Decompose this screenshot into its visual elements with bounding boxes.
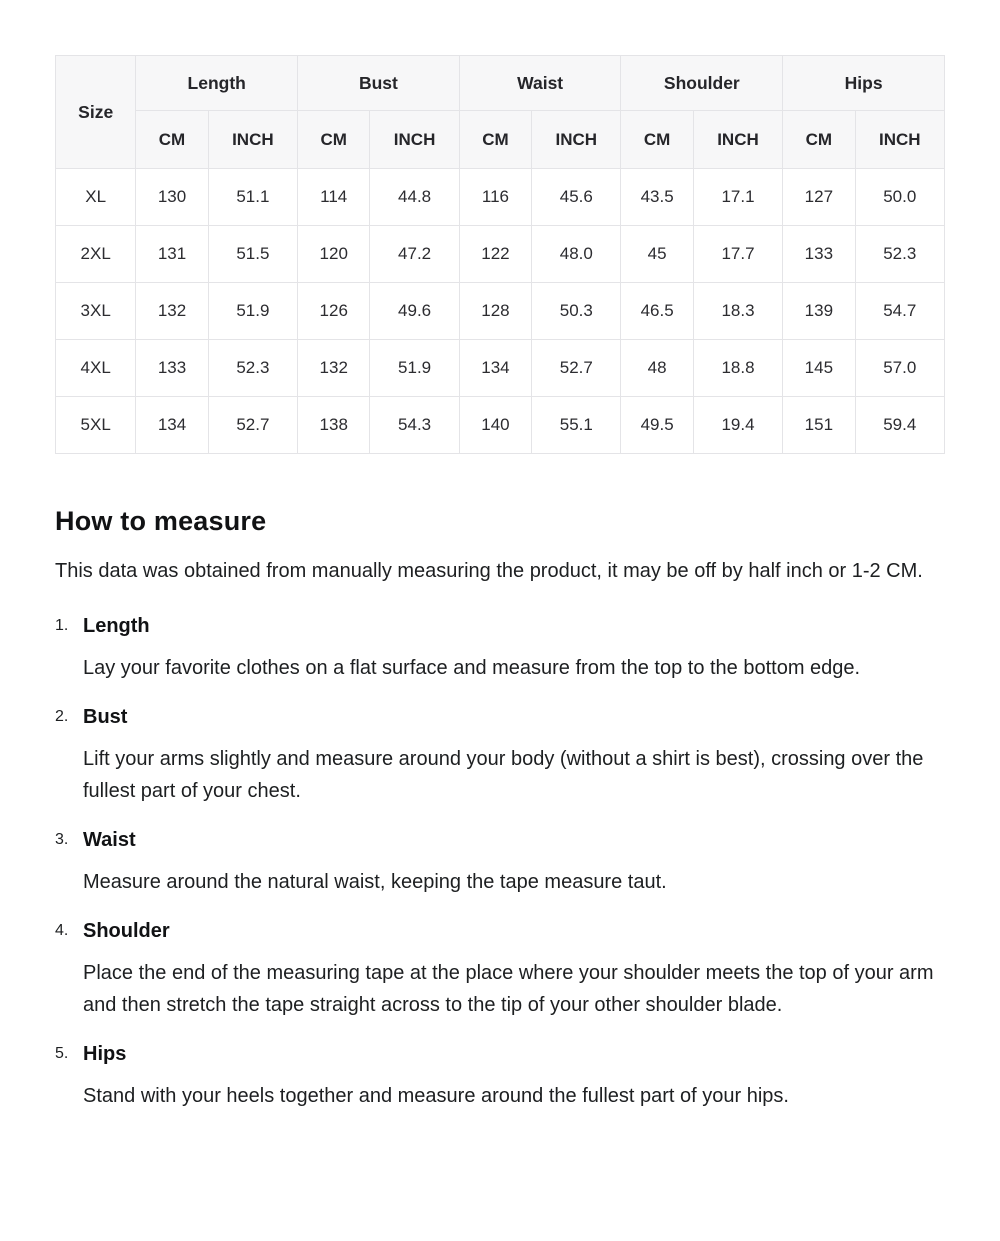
measurement-cell: 49.5 [621,397,693,454]
measurement-cell: 122 [459,226,531,283]
unit-header-shoulder-inch: INCH [693,111,782,169]
size-cell: 2XL [56,226,136,283]
list-item-waist [55,829,945,898]
measurement-cell: 18.8 [693,340,782,397]
measurement-cell: 50.3 [532,283,621,340]
measurement-cell: 54.3 [370,397,459,454]
measure-description: Measure around the natural waist, keeping the tape measure taut. [83,871,667,893]
measure-description: Lift your arms slightly and measure around your body (without a shirt is best), crossing over the fullest part of your chest. [83,748,924,802]
unit-header-length-inch: INCH [208,111,297,169]
list-item-bust [55,706,945,807]
list-item-shoulder [55,920,945,1021]
size-cell: 3XL [56,283,136,340]
measurement-cell: 138 [298,397,370,454]
measure-term: Hips [83,1043,127,1065]
measure-term: Bust [83,706,128,728]
group-header-bust: Bust [298,56,460,111]
unit-header-hips-cm: CM [783,111,855,169]
measurement-cell: 48.0 [532,226,621,283]
measurement-cell: 44.8 [370,169,459,226]
unit-header-waist-inch: INCH [532,111,621,169]
measurement-cell: 47.2 [370,226,459,283]
measurement-cell: 120 [298,226,370,283]
unit-header-bust-inch: INCH [370,111,459,169]
measurement-cell: 134 [459,340,531,397]
size-cell: XL [56,169,136,226]
measurement-cell: 127 [783,169,855,226]
group-header-length: Length [136,56,298,111]
measure-term: Shoulder [83,920,170,942]
measurement-cell: 57.0 [855,340,945,397]
measurement-cell: 132 [136,283,208,340]
how-to-measure-intro: This data was obtained from manually measuring the product, it may be off by half inch or 1-2 CM. [55,560,923,582]
table-row-3xl [56,283,945,340]
size-cell: 5XL [56,397,136,454]
table-row-4xl [56,340,945,397]
measure-term: Waist [83,829,136,851]
measure-description: Stand with your heels together and measure around the fullest part of your hips. [83,1085,789,1107]
measurement-cell: 45.6 [532,169,621,226]
measurement-cell: 43.5 [621,169,693,226]
measurement-cell: 52.7 [532,340,621,397]
measurement-cell: 126 [298,283,370,340]
group-header-shoulder: Shoulder [621,56,783,111]
measurement-cell: 55.1 [532,397,621,454]
measurement-cell: 116 [459,169,531,226]
unit-header-length-cm: CM [136,111,208,169]
measure-instructions-list [55,615,945,1112]
measurement-cell: 133 [783,226,855,283]
measurement-cell: 128 [459,283,531,340]
table-row-5xl [56,397,945,454]
measurement-cell: 131 [136,226,208,283]
measurement-cell: 51.9 [370,340,459,397]
measurement-cell: 145 [783,340,855,397]
table-row-xl [56,169,945,226]
measurement-cell: 51.1 [208,169,297,226]
measurement-cell: 133 [136,340,208,397]
size-chart-header [56,56,945,169]
measurement-cell: 18.3 [693,283,782,340]
measurement-cell: 52.3 [208,340,297,397]
measurement-cell: 140 [459,397,531,454]
measurement-cell: 52.7 [208,397,297,454]
unit-header-waist-cm: CM [459,111,531,169]
measurement-cell: 54.7 [855,283,945,340]
measurement-cell: 50.0 [855,169,945,226]
measurement-cell: 49.6 [370,283,459,340]
measurement-cell: 139 [783,283,855,340]
unit-header-bust-cm: CM [298,111,370,169]
table-row-2xl [56,226,945,283]
measurement-cell: 19.4 [693,397,782,454]
group-header-waist: Waist [459,56,621,111]
measurement-cell: 51.9 [208,283,297,340]
measurement-cell: 17.1 [693,169,782,226]
measurement-cell: 151 [783,397,855,454]
size-chart-body [56,169,945,454]
measurement-cell: 130 [136,169,208,226]
measurement-cell: 51.5 [208,226,297,283]
list-item-hips [55,1043,945,1112]
size-chart-table [55,55,945,454]
measurement-cell: 17.7 [693,226,782,283]
how-to-measure-title: How to measure [55,506,267,536]
measurement-cell: 114 [298,169,370,226]
measure-term: Length [83,615,150,637]
measurement-cell: 59.4 [855,397,945,454]
measurement-cell: 132 [298,340,370,397]
measurement-cell: 45 [621,226,693,283]
measurement-cell: 48 [621,340,693,397]
measurement-cell: 46.5 [621,283,693,340]
list-item-length [55,615,945,684]
group-header-hips: Hips [783,56,945,111]
measurement-cell: 134 [136,397,208,454]
measure-description: Place the end of the measuring tape at the place where your shoulder meets the top of your arm and then stretch the tape straight across to the tip of your other shoulder blade. [83,962,934,1016]
measure-description: Lay your favorite clothes on a flat surface and measure from the top to the bottom edge. [83,657,861,679]
size-column-header: Size [56,56,136,169]
size-cell: 4XL [56,340,136,397]
unit-header-hips-inch: INCH [855,111,945,169]
measurement-cell: 52.3 [855,226,945,283]
unit-header-shoulder-cm: CM [621,111,693,169]
